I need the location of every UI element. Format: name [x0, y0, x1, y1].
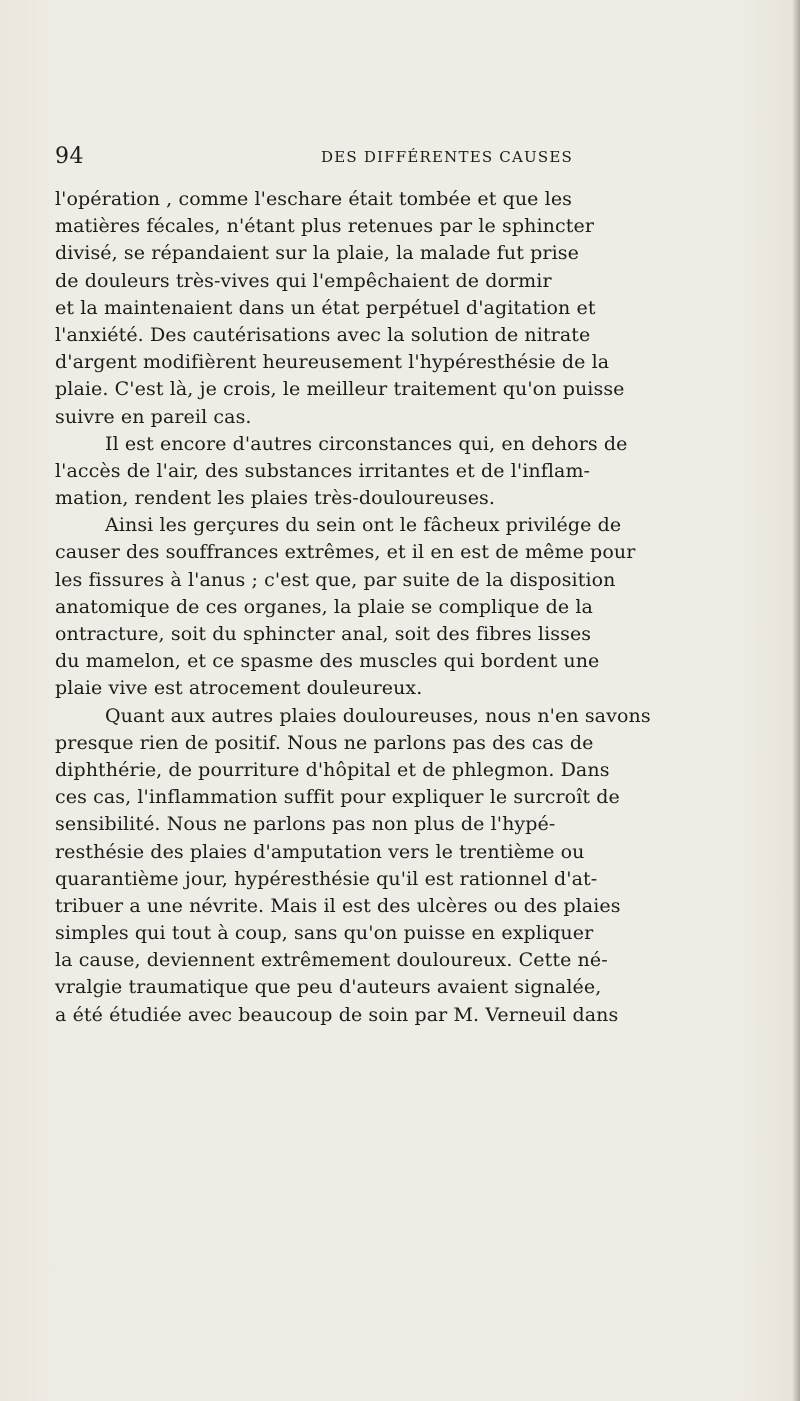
text-line: les fissures à l'anus ; c'est que, par suite de la disposition	[55, 568, 616, 591]
text-line: plaie vive est atrocement douleureux.	[55, 677, 423, 700]
text-line: l'opération , comme l'eschare était tombée et que les	[55, 188, 573, 210]
text-line: de douleurs très-vives qui l'empêchaient de dormir	[55, 269, 552, 292]
page-header	[55, 144, 755, 174]
text-line: la cause, deviennent extrêmement douloureux. Cette né-	[55, 949, 608, 972]
running-head: DES DIFFÉRENTES CAUSES	[321, 148, 573, 166]
text-line: matières fécales, n'étant plus retenues par le sphincter	[55, 215, 595, 238]
text-line: du mamelon, et ce spasme des muscles qui bordent une	[55, 650, 600, 673]
text-line: divisé, se répandaient sur la plaie, la malade fut prise	[55, 242, 579, 265]
body-text	[55, 186, 785, 1029]
text-line: quarantième jour, hypéresthésie qu'il est rationnel d'at-	[55, 867, 598, 890]
text-line: presque rien de positif. Nous ne parlons pas des cas de	[55, 731, 594, 754]
page-number: 94	[55, 144, 84, 169]
text-line: l'anxiété. Des cautérisations avec la solution de nitrate	[55, 323, 591, 346]
text-line: et la maintenaient dans un état perpétuel d'agitation et	[55, 296, 596, 319]
text-line: diphthérie, de pourriture d'hôpital et de phlegmon. Dans	[55, 758, 610, 781]
text-line: vralgie traumatique que peu d'auteurs avaient signalée,	[55, 976, 602, 999]
text-line: ontracture, soit du sphincter anal, soit des fibres lisses	[55, 623, 592, 645]
paragraph-start-line: Ainsi les gerçures du sein ont le fâcheux privilége de	[105, 514, 622, 537]
paragraph-start-line: Il est encore d'autres circonstances qui, en dehors de	[105, 432, 628, 455]
text-line: resthésie des plaies d'amputation vers le trentième ou	[55, 840, 585, 863]
text-line: anatomique de ces organes, la plaie se complique de la	[55, 595, 593, 618]
text-line: causer des souffrances extrêmes, et il en est de même pour	[55, 541, 636, 564]
text-line: d'argent modifièrent heureusement l'hypéresthésie de la	[55, 351, 610, 374]
text-line: suivre en pareil cas.	[55, 405, 252, 428]
text-line: mation, rendent les plaies très-douloureuses.	[55, 487, 496, 510]
text-line: ces cas, l'inflammation suffit pour expliquer le surcroît de	[55, 786, 620, 809]
page-edge-shadow	[792, 0, 800, 1401]
text-line: simples qui tout à coup, sans qu'on puisse en expliquer	[55, 922, 594, 945]
text-line: l'accès de l'air, des substances irritantes et de l'inflam-	[55, 459, 591, 482]
text-line: sensibilité. Nous ne parlons pas non plus de l'hypé-	[55, 813, 556, 836]
text-line: plaie. C'est là, je crois, le meilleur traitement qu'on puisse	[55, 378, 625, 401]
text-line: tribuer a une névrite. Mais il est des ulcères ou des plaies	[55, 894, 621, 917]
paragraph-start-line: Quant aux autres plaies douloureuses, nous n'en savons	[105, 704, 651, 727]
text-line: a été étudiée avec beaucoup de soin par M. Verneuil dans	[55, 1003, 619, 1026]
